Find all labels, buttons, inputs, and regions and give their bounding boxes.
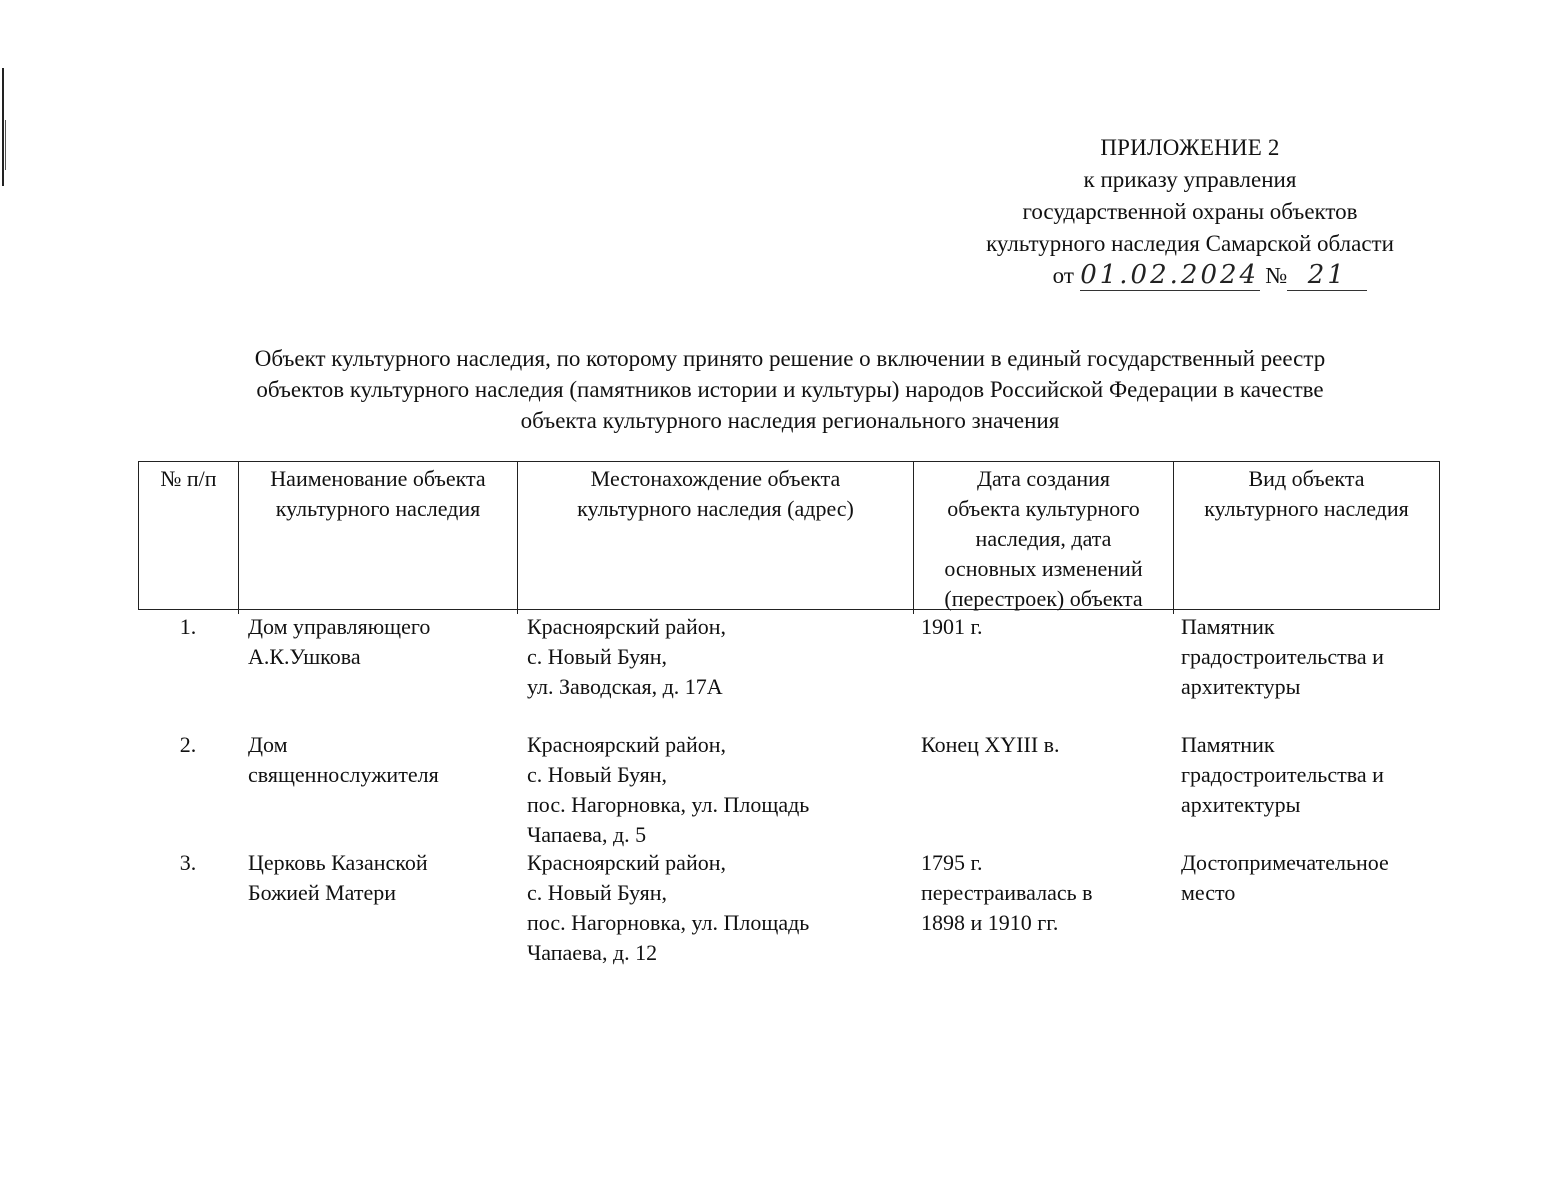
appendix-line: к приказу управления <box>1083 167 1297 192</box>
object-name <box>238 612 517 730</box>
table-body <box>138 612 1440 968</box>
header-line: (перестроек) объекта <box>944 586 1143 611</box>
type-line: градостроительства и <box>1181 762 1384 787</box>
header-line: Вид объекта <box>1248 466 1365 491</box>
header-line: наследия, дата <box>975 526 1112 551</box>
type-line: архитектуры <box>1181 674 1301 699</box>
address-line: пос. Нагорновка, ул. Площадь <box>527 910 810 935</box>
type-line: место <box>1181 880 1236 905</box>
object-type <box>1173 612 1440 730</box>
date-line: 1901 г. <box>921 614 983 639</box>
number-label: № <box>1265 263 1288 288</box>
address-line: Красноярский район, <box>527 614 726 639</box>
header-name <box>239 462 518 614</box>
order-date-number-line <box>940 260 1440 292</box>
table-row <box>138 612 1440 730</box>
table-row <box>138 848 1440 968</box>
address-line: пос. Нагорновка, ул. Площадь <box>527 792 810 817</box>
heading-line: Объект культурного наследия, по которому принято решение о включении в единый государственный реестр <box>254 346 1326 371</box>
address-line: с. Новый Буян, <box>527 644 668 669</box>
address-line: Красноярский район, <box>527 850 726 875</box>
date-line: 1898 и 1910 гг. <box>921 910 1059 935</box>
scan-edge-mark <box>5 120 6 170</box>
object-address <box>517 730 913 850</box>
date-line: Конец XYIII в. <box>921 732 1060 757</box>
order-date-field <box>1080 261 1260 291</box>
row-number: 1. <box>179 614 197 639</box>
object-type <box>1173 730 1440 850</box>
type-line: Достопримечательное <box>1181 850 1389 875</box>
header-line: культурного наследия <box>275 496 481 521</box>
heading-line: объекта культурного наследия регионального значения <box>520 408 1060 433</box>
type-line: Памятник <box>1181 614 1275 639</box>
appendix-line: государственной охраны объектов <box>1022 199 1358 224</box>
address-line: ул. Заводская, д. 17А <box>527 674 723 699</box>
header-type <box>1174 462 1439 614</box>
from-label: от <box>1052 263 1074 288</box>
appendix-title: ПРИЛОЖЕНИЕ 2 <box>1100 135 1280 160</box>
header-line: № п/п <box>160 466 217 491</box>
address-line: Чапаева, д. 12 <box>527 940 658 965</box>
header-line: Местонахождение объекта <box>590 466 841 491</box>
order-number-handwritten: 21 <box>1307 260 1347 290</box>
object-name <box>238 730 517 850</box>
scan-edge-mark <box>2 68 4 186</box>
object-name-line: Церковь Казанской <box>248 850 428 875</box>
table-header <box>138 461 1440 610</box>
object-type <box>1173 848 1440 968</box>
address-line: с. Новый Буян, <box>527 762 668 787</box>
date-line: 1795 г. <box>921 850 983 875</box>
object-name-line: А.К.Ушкова <box>248 644 361 669</box>
object-name-line: Дом <box>248 732 288 757</box>
header-line: культурного наследия (адрес) <box>577 496 854 521</box>
object-name-line: священнослужителя <box>248 762 439 787</box>
header-address <box>518 462 914 614</box>
header-number <box>139 462 239 614</box>
row-number: 2. <box>179 732 197 757</box>
object-date <box>913 730 1173 850</box>
type-line: градостроительства и <box>1181 644 1384 669</box>
header-line: культурного наследия <box>1204 496 1409 521</box>
object-date <box>913 612 1173 730</box>
table-row <box>138 730 1440 848</box>
object-address <box>517 848 913 968</box>
type-line: Памятник <box>1181 732 1275 757</box>
appendix-block <box>940 132 1440 292</box>
object-name <box>238 848 517 968</box>
header-date <box>914 462 1174 614</box>
address-line: Чапаева, д. 5 <box>527 822 647 847</box>
order-number-field <box>1287 261 1367 291</box>
address-line: Красноярский район, <box>527 732 726 757</box>
object-date <box>913 848 1173 968</box>
address-line: с. Новый Буян, <box>527 880 668 905</box>
document-heading <box>160 343 1420 436</box>
header-line: Наименование объекта <box>270 466 486 491</box>
object-name-line: Дом управляющего <box>248 614 431 639</box>
order-date-handwritten: 01.02.2024 <box>1080 260 1260 290</box>
heading-line: объектов культурного наследия (памятников истории и культуры) народов Российской Федерации в качестве <box>256 377 1324 402</box>
header-line: основных изменений <box>944 556 1143 581</box>
header-line: объекта культурного <box>947 496 1140 521</box>
appendix-line: культурного наследия Самарской области <box>986 231 1394 256</box>
header-line: Дата создания <box>976 466 1111 491</box>
object-name-line: Божией Матери <box>248 880 397 905</box>
object-address <box>517 612 913 730</box>
date-line: перестраивалась в <box>921 880 1093 905</box>
row-number: 3. <box>179 850 197 875</box>
type-line: архитектуры <box>1181 792 1301 817</box>
